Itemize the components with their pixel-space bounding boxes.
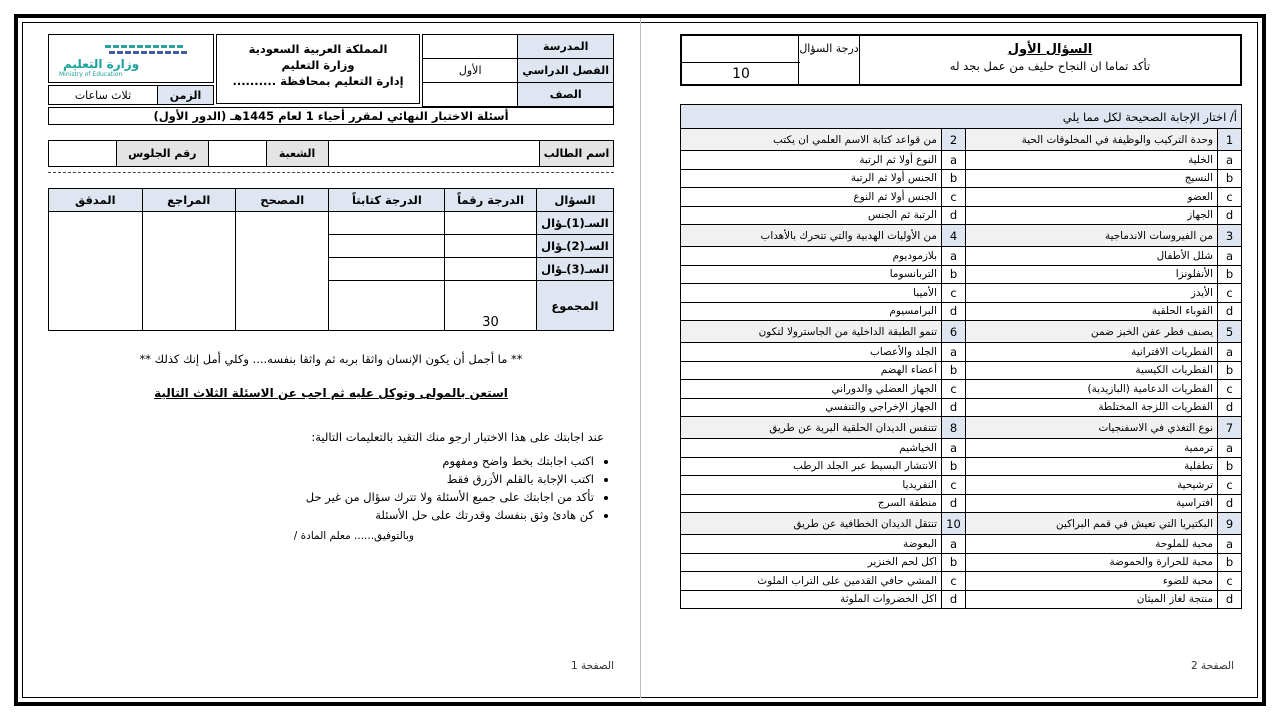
student-info-table (48, 140, 614, 167)
question-number: 3 (1218, 225, 1242, 247)
grades-header-written: الدرجة كتابتاً (329, 189, 445, 212)
instructions-intro: عند اجابتك على هذا الاختبار ارجو منك التقيد بالتعليمات التالية: (311, 430, 604, 444)
question-text: وحدة التركيب والوظيفة في المخلوقات الحية (966, 129, 1218, 151)
option-letter[interactable]: d (1218, 302, 1242, 321)
option-letter[interactable]: b (942, 553, 966, 572)
option-text[interactable]: الانتشار البسيط عبر الجلد الرطب (681, 457, 942, 476)
question-title: السؤال الأول (1007, 42, 1093, 57)
page-divider (640, 18, 641, 698)
mcq-option-row (681, 284, 1242, 303)
option-letter[interactable]: c (1218, 380, 1242, 399)
instructions-list (306, 452, 594, 524)
school-label: المدرسة (518, 35, 614, 59)
option-text[interactable]: النسيج (966, 169, 1218, 188)
grade-value (423, 83, 518, 107)
option-text[interactable]: التربانسوما (681, 265, 942, 284)
semester-label: الفصل الدراسي (518, 59, 614, 83)
time-label: الزمن (158, 86, 214, 105)
instruction-item: • اكتب الإجابة بالقلم الأزرق فقط (306, 470, 594, 488)
mcq-option-row (681, 572, 1242, 591)
mcq-question-row (681, 321, 1242, 343)
option-text[interactable]: البرامسيوم (681, 302, 942, 321)
grades-total-value: 30 (445, 281, 536, 331)
mcq-option-row (681, 590, 1242, 609)
question-number: 6 (942, 321, 966, 343)
mcq-option-row (681, 151, 1242, 170)
question-number: 5 (1218, 321, 1242, 343)
start-instruction: استعن بالمولى وتوكل عليه ثم اجب عن الاسئلة الثلاث التالية (154, 386, 508, 400)
option-letter[interactable]: d (942, 494, 966, 513)
grades-header-auditor: المدقق (49, 189, 143, 212)
option-text[interactable]: محبة للحرارة والحموضة (966, 553, 1218, 572)
option-letter[interactable]: c (942, 476, 966, 495)
instruction-item: • اكتب اجابتك بخط واضح ومفهوم (306, 452, 594, 470)
option-text[interactable]: شلل الأطفال (966, 247, 1218, 266)
option-letter[interactable]: a (1218, 247, 1242, 266)
mcq-option-row (681, 457, 1242, 476)
grade-q2-written[interactable] (329, 235, 445, 258)
option-text[interactable]: بلازموديوم (681, 247, 942, 266)
ministry-line-3: إدارة التعليم بمحافظة .......... (232, 74, 404, 88)
time-value: ثلاث ساعات (49, 86, 158, 105)
option-text[interactable]: النفريديا (681, 476, 942, 495)
option-letter[interactable]: b (1218, 265, 1242, 284)
auditor-cell[interactable] (49, 212, 143, 331)
option-letter[interactable]: a (1218, 343, 1242, 362)
instruction-item: • تأكد من اجابتك على جميع الأسئلة ولا تترك سؤال من غير حل (306, 488, 594, 506)
question-title-block (860, 36, 1240, 84)
question-text: تنتقل الديدان الخطافية عن طريق (681, 513, 942, 535)
grades-row-q3: السـ(3)ـؤال (536, 258, 613, 281)
grades-header-question: السؤال (536, 189, 613, 212)
grades-total-written[interactable] (329, 281, 445, 331)
option-text[interactable]: الخياشيم (681, 439, 942, 458)
option-text[interactable]: الفطريات الاقترانية (966, 343, 1218, 362)
option-text[interactable]: محبة للضوء (966, 572, 1218, 591)
grade-label: الصف (518, 83, 614, 107)
option-text[interactable]: الأنفلونزا (966, 265, 1218, 284)
mcq-option-row (681, 247, 1242, 266)
option-letter[interactable]: c (942, 380, 966, 399)
page1-header (48, 34, 614, 132)
option-text[interactable]: الخلية (966, 151, 1218, 170)
mcq-question-row (681, 225, 1242, 247)
mcq-question-row (681, 129, 1242, 151)
question-number: 2 (942, 129, 966, 151)
option-text[interactable]: الجنس أولا ثم الرتبة (681, 169, 942, 188)
motivation-quote: ** ما أجمل أن يكون الإنسان واثقا بربه ثم واثقا بنفسه.... وكلي أمل إنك كذلك ** (139, 352, 523, 366)
mcq-instruction: أ/ اختار الإجابة الصحيحة لكل مما يلي (681, 105, 1242, 129)
time-table (48, 85, 214, 105)
mcq-table (680, 104, 1242, 609)
question-text: تتنفس الديدان الحلقية البرية عن طريق (681, 417, 942, 439)
option-letter[interactable]: b (942, 457, 966, 476)
option-letter[interactable]: c (1218, 284, 1242, 303)
option-text[interactable]: اكل لحم الخنزير (681, 553, 942, 572)
option-text[interactable]: ترممية (966, 439, 1218, 458)
question-number: 9 (1218, 513, 1242, 535)
option-text[interactable]: الفطريات اللزجة المختلطة (966, 398, 1218, 417)
option-text[interactable]: الأميبا (681, 284, 942, 303)
grade-q3-written[interactable] (329, 258, 445, 281)
grades-total-label: المجموع (536, 281, 613, 331)
option-text[interactable]: الجلد والأعصاب (681, 343, 942, 362)
grades-row-q2: السـ(2)ـؤال (536, 235, 613, 258)
option-text[interactable]: تطفلية (966, 457, 1218, 476)
option-letter[interactable]: a (942, 247, 966, 266)
question-header (680, 34, 1242, 86)
page-number-1: الصفحة 1 (571, 660, 614, 672)
question-degree-value: 10 (682, 62, 800, 84)
mcq-option-row (681, 206, 1242, 225)
grades-table (48, 188, 614, 331)
option-letter[interactable]: a (942, 439, 966, 458)
option-letter[interactable]: a (942, 343, 966, 362)
mcq-option-row (681, 188, 1242, 207)
grades-row-q1: السـ(1)ـؤال (536, 212, 613, 235)
option-letter[interactable]: b (1218, 457, 1242, 476)
option-letter[interactable]: d (1218, 590, 1242, 609)
option-text[interactable]: القوباء الحلقية (966, 302, 1218, 321)
option-letter[interactable]: c (1218, 572, 1242, 591)
corrector-cell[interactable] (236, 212, 329, 331)
section-label: الشعبة (266, 141, 328, 167)
option-letter[interactable]: d (1218, 494, 1242, 513)
option-letter[interactable]: c (942, 572, 966, 591)
question-degree-label: درجة السؤال (798, 36, 860, 84)
ministry-logo (48, 34, 214, 83)
option-letter[interactable]: b (1218, 169, 1242, 188)
option-letter[interactable]: b (942, 361, 966, 380)
grade-q3-numeric[interactable] (445, 258, 536, 281)
mcq-option-row (681, 380, 1242, 399)
option-letter[interactable]: d (942, 206, 966, 225)
option-text[interactable]: أعضاء الهضم (681, 361, 942, 380)
option-letter[interactable]: a (942, 535, 966, 554)
logo-text: وزارة التعليم (63, 57, 140, 71)
school-value (423, 35, 518, 59)
mcq-option-row (681, 302, 1242, 321)
page-number-2: الصفحة 2 (1191, 660, 1234, 672)
mcq-question-row (681, 417, 1242, 439)
option-letter[interactable]: a (942, 151, 966, 170)
option-letter[interactable]: d (1218, 398, 1242, 417)
question-number: 10 (942, 513, 966, 535)
logo-subtext: Ministry of Education (59, 71, 123, 78)
option-letter[interactable]: d (942, 590, 966, 609)
question-number: 8 (942, 417, 966, 439)
mcq-option-row (681, 169, 1242, 188)
ministry-line-1: المملكة العربية السعودية (248, 42, 388, 56)
reviewer-cell[interactable] (142, 212, 235, 331)
option-text[interactable]: الأيدز (966, 284, 1218, 303)
option-text[interactable]: اكل الخضروات الملوثة (681, 590, 942, 609)
question-subtitle: تأكد تماما ان النجاح حليف من عمل بجد له (949, 59, 1151, 73)
seat-number-field[interactable] (49, 141, 117, 167)
option-text[interactable]: الجهاز الإخراجي والتنفسي (681, 398, 942, 417)
grade-q2-numeric[interactable] (445, 235, 536, 258)
separator-line (48, 172, 614, 173)
option-text[interactable]: الرتبة ثم الجنس (681, 206, 942, 225)
mcq-option-row (681, 439, 1242, 458)
option-letter[interactable]: d (942, 398, 966, 417)
option-letter[interactable]: c (942, 284, 966, 303)
mcq-option-row (681, 476, 1242, 495)
mcq-option-row (681, 535, 1242, 554)
mcq-option-row (681, 494, 1242, 513)
option-text[interactable]: الجهاز العضلي والدوراني (681, 380, 942, 399)
exam-title: أسئلة الاختبار النهائي لمقرر أحياء 1 لعام 1445هـ (الدور الأول) (48, 107, 614, 125)
mcq-option-row (681, 265, 1242, 284)
option-letter[interactable]: b (942, 265, 966, 284)
seat-number-label: رقم الجلوس (116, 141, 208, 167)
mcq-option-row (681, 553, 1242, 572)
mcq-option-row (681, 343, 1242, 362)
option-text[interactable]: المشي حافي القدمين على التراب الملوث (681, 572, 942, 591)
grades-header-corrector: المصحح (236, 189, 329, 212)
option-letter[interactable]: b (1218, 361, 1242, 380)
question-text: يصنف فطر عفن الخبز ضمن (966, 321, 1218, 343)
exam-page-2 (670, 20, 1250, 690)
question-text: تنمو الطبقة الداخلية من الجاسترولا لتكون (681, 321, 942, 343)
school-info-table (422, 34, 614, 107)
section-field[interactable] (208, 141, 266, 167)
student-name-label: اسم الطالب (540, 141, 614, 167)
option-letter[interactable]: d (1218, 206, 1242, 225)
question-text: من قواعد كتابة الاسم العلمي ان يكتب (681, 129, 942, 151)
option-text[interactable]: الفطريات الدعامية (البازيدية) (966, 380, 1218, 399)
mcq-question-row (681, 513, 1242, 535)
question-text: من الفيروسات الاندماجية (966, 225, 1218, 247)
grades-header-reviewer: المراجع (142, 189, 235, 212)
option-text[interactable]: العضو (966, 188, 1218, 207)
mcq-option-row (681, 361, 1242, 380)
mcq-option-row (681, 398, 1242, 417)
option-letter[interactable]: a (1218, 535, 1242, 554)
question-number: 1 (1218, 129, 1242, 151)
question-text: نوع التغذي في الاسفنجيات (966, 417, 1218, 439)
option-letter[interactable]: b (942, 169, 966, 188)
instruction-item: • كن هادئ وثق بنفسك وقدرتك على حل الأسئلة (306, 506, 594, 524)
option-text[interactable]: الفطريات الكيسية (966, 361, 1218, 380)
option-text[interactable]: النوع أولا ثم الرتبة (681, 151, 942, 170)
grade-q1-numeric[interactable] (445, 212, 536, 235)
option-letter[interactable]: a (1218, 151, 1242, 170)
exam-page-1 (28, 20, 624, 690)
semester-value: الأول (423, 59, 518, 83)
option-text[interactable]: البعوضة (681, 535, 942, 554)
question-text: من الأوليات الهدبية والتي تتحرك بالأهداب (681, 225, 942, 247)
ministry-line-2: وزارة التعليم (281, 58, 355, 72)
option-text[interactable]: منطقة السرج (681, 494, 942, 513)
option-letter[interactable]: a (1218, 439, 1242, 458)
question-text: البكتيريا التي تعيش في قمم البراكين (966, 513, 1218, 535)
option-text[interactable]: افتراسية (966, 494, 1218, 513)
option-text[interactable]: محبة للملوحة (966, 535, 1218, 554)
question-number: 4 (942, 225, 966, 247)
option-letter[interactable]: c (1218, 476, 1242, 495)
option-letter[interactable]: c (1218, 188, 1242, 207)
question-number: 7 (1218, 417, 1242, 439)
signoff: وبالتوفيق...... معلم المادة / (293, 530, 414, 542)
option-text[interactable]: الجهاز (966, 206, 1218, 225)
option-text[interactable]: ترشيحية (966, 476, 1218, 495)
option-text[interactable]: منتجة لغاز الميثان (966, 590, 1218, 609)
option-letter[interactable]: b (1218, 553, 1242, 572)
option-letter[interactable]: c (942, 188, 966, 207)
option-letter[interactable]: d (942, 302, 966, 321)
grade-q1-written[interactable] (329, 212, 445, 235)
grades-header-numeric: الدرجة رقماً (445, 189, 536, 212)
student-name-field[interactable] (328, 141, 540, 167)
ministry-block (216, 34, 420, 104)
option-text[interactable]: الجنس أولا ثم النوع (681, 188, 942, 207)
